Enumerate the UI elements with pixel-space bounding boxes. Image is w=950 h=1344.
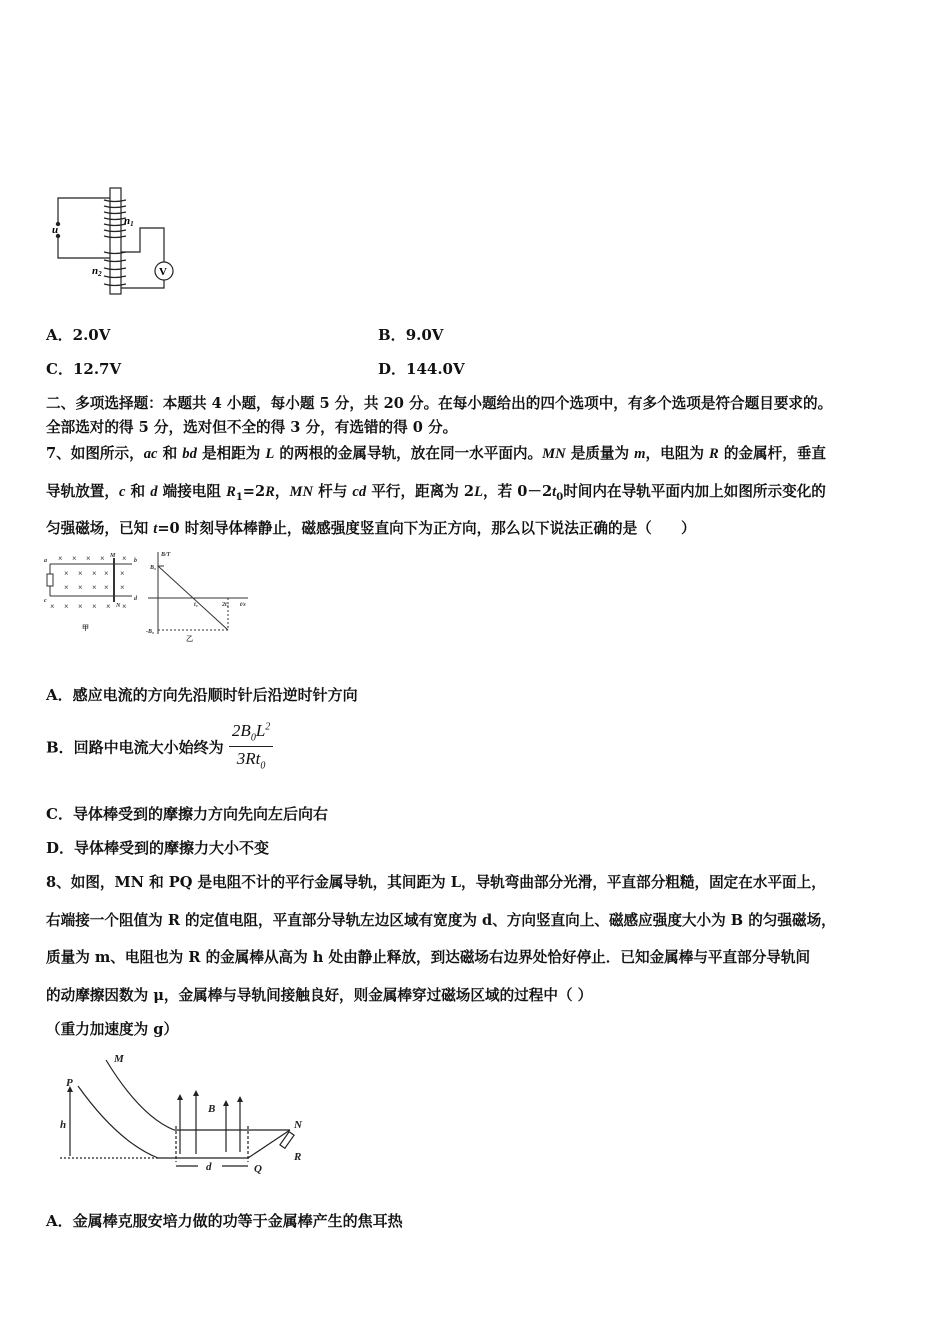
svg-text:B₀: B₀ — [150, 565, 157, 571]
q6-option-d: D．144.0V — [378, 360, 465, 378]
cross-mark: × — [104, 569, 109, 578]
section2-header-line1: 二、多项选择题：本题共 4 小题，每小题 5 分，共 20 分。在每小题给出的四个选项中，有多个选项是符合题目要求的。 — [46, 395, 833, 412]
field-label-b: B — [208, 1103, 216, 1115]
svg-text:n1: n1 — [124, 215, 134, 228]
svg-text:M: M — [110, 553, 116, 559]
cross-mark: × — [120, 583, 125, 592]
height-label-h: h — [60, 1119, 67, 1131]
q6-option-b: B．9.0V — [378, 326, 444, 344]
q6-option-a: A．2.0V — [46, 326, 111, 344]
svg-text:N: N — [116, 603, 121, 609]
q7-stem-line2: 导轨放置，c 和 d 端接电阻 $R_1=2R$，MN 杆与 cd 平行，距离为 2L，若 $0-2t_0$时间内在导轨平面内加上如图所示变化的 — [46, 483, 826, 503]
rail-label-q: Q — [254, 1163, 262, 1175]
figure-caption-jia: 甲 — [82, 624, 89, 632]
section2-header-line2: 全部选对的得 5 分，选对但不全的得 3 分，有选错的得 0 分。 — [46, 419, 458, 436]
q8-stem-line5: （重力加速度为 g） — [46, 1021, 179, 1038]
cross-mark: × — [78, 583, 83, 592]
cross-mark: × — [104, 583, 109, 592]
cross-mark: × — [72, 554, 77, 563]
current-formula: $\frac{2B_0L^2}{3Rt_0}$ — [229, 722, 273, 772]
cross-mark: × — [92, 569, 97, 578]
cross-mark: × — [64, 569, 69, 578]
cross-mark: × — [78, 569, 83, 578]
cross-mark: × — [122, 602, 127, 611]
q7-option-d: D．导体棒受到的摩擦力大小不变 — [46, 839, 270, 857]
transformer-figure — [44, 186, 184, 298]
voltage-label-u: u — [52, 224, 59, 236]
q7-option-a: A．感应电流的方向先沿顺时针后沿逆时针方向 — [46, 686, 358, 704]
svg-text:a: a — [44, 558, 47, 564]
cross-mark: × — [120, 569, 125, 578]
q8-stem-line2: 右端接一个阻值为 R 的定值电阻，平直部分导轨左边区域有宽度为 d、方向竖直向上、磁感应强度大小为 B 的匀强磁场， — [46, 912, 836, 929]
q7-stem-line1: 7、如图所示，ac 和 bd 是相距为 L 的两根的金属导轨，放在同一水平面内。MN 是质量为 m，电阻为 R 的金属杆，垂直 — [46, 445, 826, 462]
q7-option-c: C．导体棒受到的摩擦力方向先向左后向右 — [46, 805, 328, 823]
svg-text:n2: n2 — [92, 265, 102, 278]
svg-text:-B₀: -B₀ — [146, 629, 155, 635]
svg-text:2t₀: 2t₀ — [222, 602, 229, 608]
cross-mark: × — [64, 602, 69, 611]
q7-stem-line3: 匀强磁场，已知 t=0 时刻导体棒静止，磁感强度竖直向下为正方向，那么以下说法正确的是（ ） — [46, 520, 696, 537]
q7-option-b: B．回路中电流大小始终为 $\frac{2B_0L^2}{3Rt_0}$ — [46, 722, 273, 772]
cross-mark: × — [86, 554, 91, 563]
width-label-d: d — [206, 1161, 212, 1173]
q7-figure-b-t-graph — [144, 548, 254, 642]
svg-text:c: c — [44, 598, 47, 604]
q6-option-c: C．12.7V — [46, 360, 122, 378]
rail-label-p: P — [66, 1077, 73, 1089]
svg-text:B/T: B/T — [161, 552, 171, 558]
cross-mark: × — [122, 554, 127, 563]
cross-mark: × — [92, 583, 97, 592]
svg-text:b: b — [134, 558, 137, 564]
cross-mark: × — [106, 602, 111, 611]
cross-mark: × — [100, 554, 105, 563]
coil-label-n1: n — [124, 215, 131, 227]
cross-mark: × — [50, 602, 55, 611]
q8-rail-figure — [58, 1050, 308, 1175]
figure-caption-yi: 乙 — [186, 635, 193, 642]
voltmeter-label: V — [159, 266, 167, 278]
coil-label-n2: n — [92, 265, 99, 277]
q7-figure-rails — [44, 552, 144, 634]
q8-stem-line3: 质量为 m、电阻也为 R 的金属棒从高为 h 处由静止释放，到达磁场右边界处恰好停止．已知金属棒与平直部分导轨间 — [46, 949, 811, 966]
cross-mark: × — [78, 602, 83, 611]
q8-stem-line4: 的动摩擦因数为 μ，金属棒与导轨间接触良好，则金属棒穿过磁场区域的过程中（ ） — [46, 987, 593, 1004]
cross-mark: × — [64, 583, 69, 592]
q8-stem-line1: 8、如图，MN 和 PQ 是电阻不计的平行金属导轨，其间距为 L，导轨弯曲部分光滑，平直部分粗糙，固定在水平面上， — [46, 874, 826, 891]
q8-option-a: A．金属棒克服安培力做的功等于金属棒产生的焦耳热 — [46, 1212, 403, 1230]
svg-text:t/s: t/s — [240, 602, 246, 608]
rail-label-m: M — [114, 1053, 124, 1065]
svg-text:d: d — [134, 596, 137, 602]
cross-mark: × — [58, 554, 63, 563]
svg-text:t₀: t₀ — [194, 602, 198, 608]
cross-mark: × — [92, 602, 97, 611]
rail-label-n: N — [294, 1119, 302, 1131]
resistor-label-r: R — [294, 1151, 302, 1163]
